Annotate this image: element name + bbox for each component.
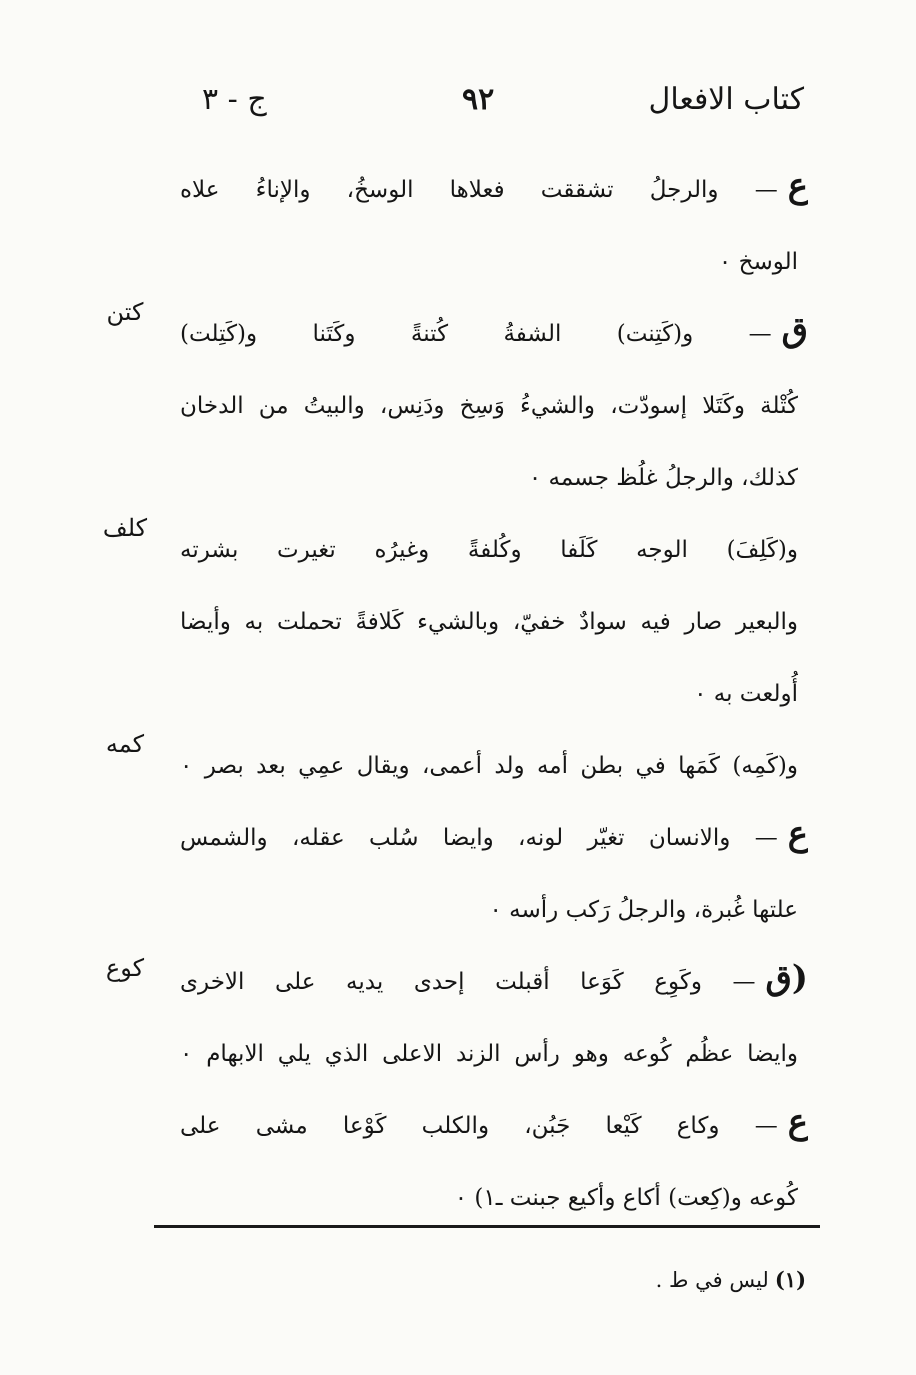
line-text: الوسخ ٠	[718, 249, 798, 275]
text-line	[180, 1158, 808, 1230]
line-text: كُوعه و(كِعت) أكاع وأكيع جبنت ـ١) ٠	[454, 1185, 798, 1211]
line-text: علتها غُبرة، والرجلُ رَكب رأسه ٠	[489, 897, 798, 923]
line-text: — و(كَتِنت) الشفةُ كُتنةً وكَتَنا و(كَتِلت)	[180, 321, 772, 347]
text-line	[180, 438, 808, 510]
footnote-rule	[154, 1225, 820, 1228]
text-line	[180, 798, 808, 870]
line-lead: ق	[781, 310, 808, 350]
line-text: كذلك، والرجلُ غلُظ جسمه ٠	[528, 465, 798, 491]
line-text: والبعير صار فيه سوادٌ خفيّ، وبالشيء كَلافةً تحملت به وأيضا	[180, 609, 798, 635]
text-line	[180, 366, 808, 438]
text-line	[180, 294, 808, 366]
margin-headword: كمه	[105, 730, 145, 758]
margin-headword: كتن	[106, 298, 144, 326]
line-text: و(كَمِه) كَمَها في بطن أمه ولد أعمى، ويقال عمِي بعد بصر ٠	[180, 753, 798, 779]
line-text: أُولعت به ٠	[694, 681, 798, 707]
page-header	[190, 80, 810, 128]
volume-part: ج - ٣	[202, 82, 267, 117]
footnote	[656, 1262, 806, 1298]
line-text: وايضا عظُم كُوعه وهو رأس الزند الاعلى الذي يلي الابهام ٠	[180, 1041, 798, 1067]
line-text: — والرجلُ تشققت فعلاها الوسخُ، والإناءُ علاه	[180, 177, 778, 203]
margin-headword: كلف	[102, 514, 148, 542]
line-text: — وكاع كَيْعا جَبُن، والكلب كَوْعا مشى على	[180, 1113, 778, 1139]
text-line	[180, 1014, 808, 1086]
body-text	[180, 150, 808, 1230]
footnote-mark: (١)	[774, 1267, 806, 1292]
text-line	[180, 222, 808, 294]
line-text: و(كَلِفَ) الوجه كَلَفا وكُلفةً وغيرُه تغيرت بشرته	[180, 537, 798, 563]
text-line	[180, 510, 808, 582]
footnote-text: ليس في ط .	[655, 1268, 769, 1292]
book-title: كتاب الافعال	[648, 82, 804, 117]
margin-headword: كوع	[105, 954, 145, 982]
text-line	[180, 942, 808, 1014]
page-number: ٩٢	[462, 82, 495, 117]
line-text: كُتْلة وكَتَلا إسودّت، والشيءُ وَسِخ ودَنِس، والبيتُ من الدخان	[180, 393, 798, 419]
line-text: — والانسان تغيّر لونه، وايضا سُلب عقله، والشمس	[180, 825, 778, 851]
text-line	[180, 870, 808, 942]
text-line	[180, 726, 808, 798]
line-lead: ع	[787, 814, 808, 854]
text-line	[180, 582, 808, 654]
text-line	[180, 654, 808, 726]
line-lead: ع	[787, 166, 808, 206]
line-text: — وكَوِع كَوَعا أقبلت إحدى يديه على الاخرى	[180, 969, 756, 995]
line-lead: ع	[787, 1102, 808, 1142]
text-line	[180, 1086, 808, 1158]
line-lead: (ق	[765, 958, 808, 998]
text-line	[180, 150, 808, 222]
